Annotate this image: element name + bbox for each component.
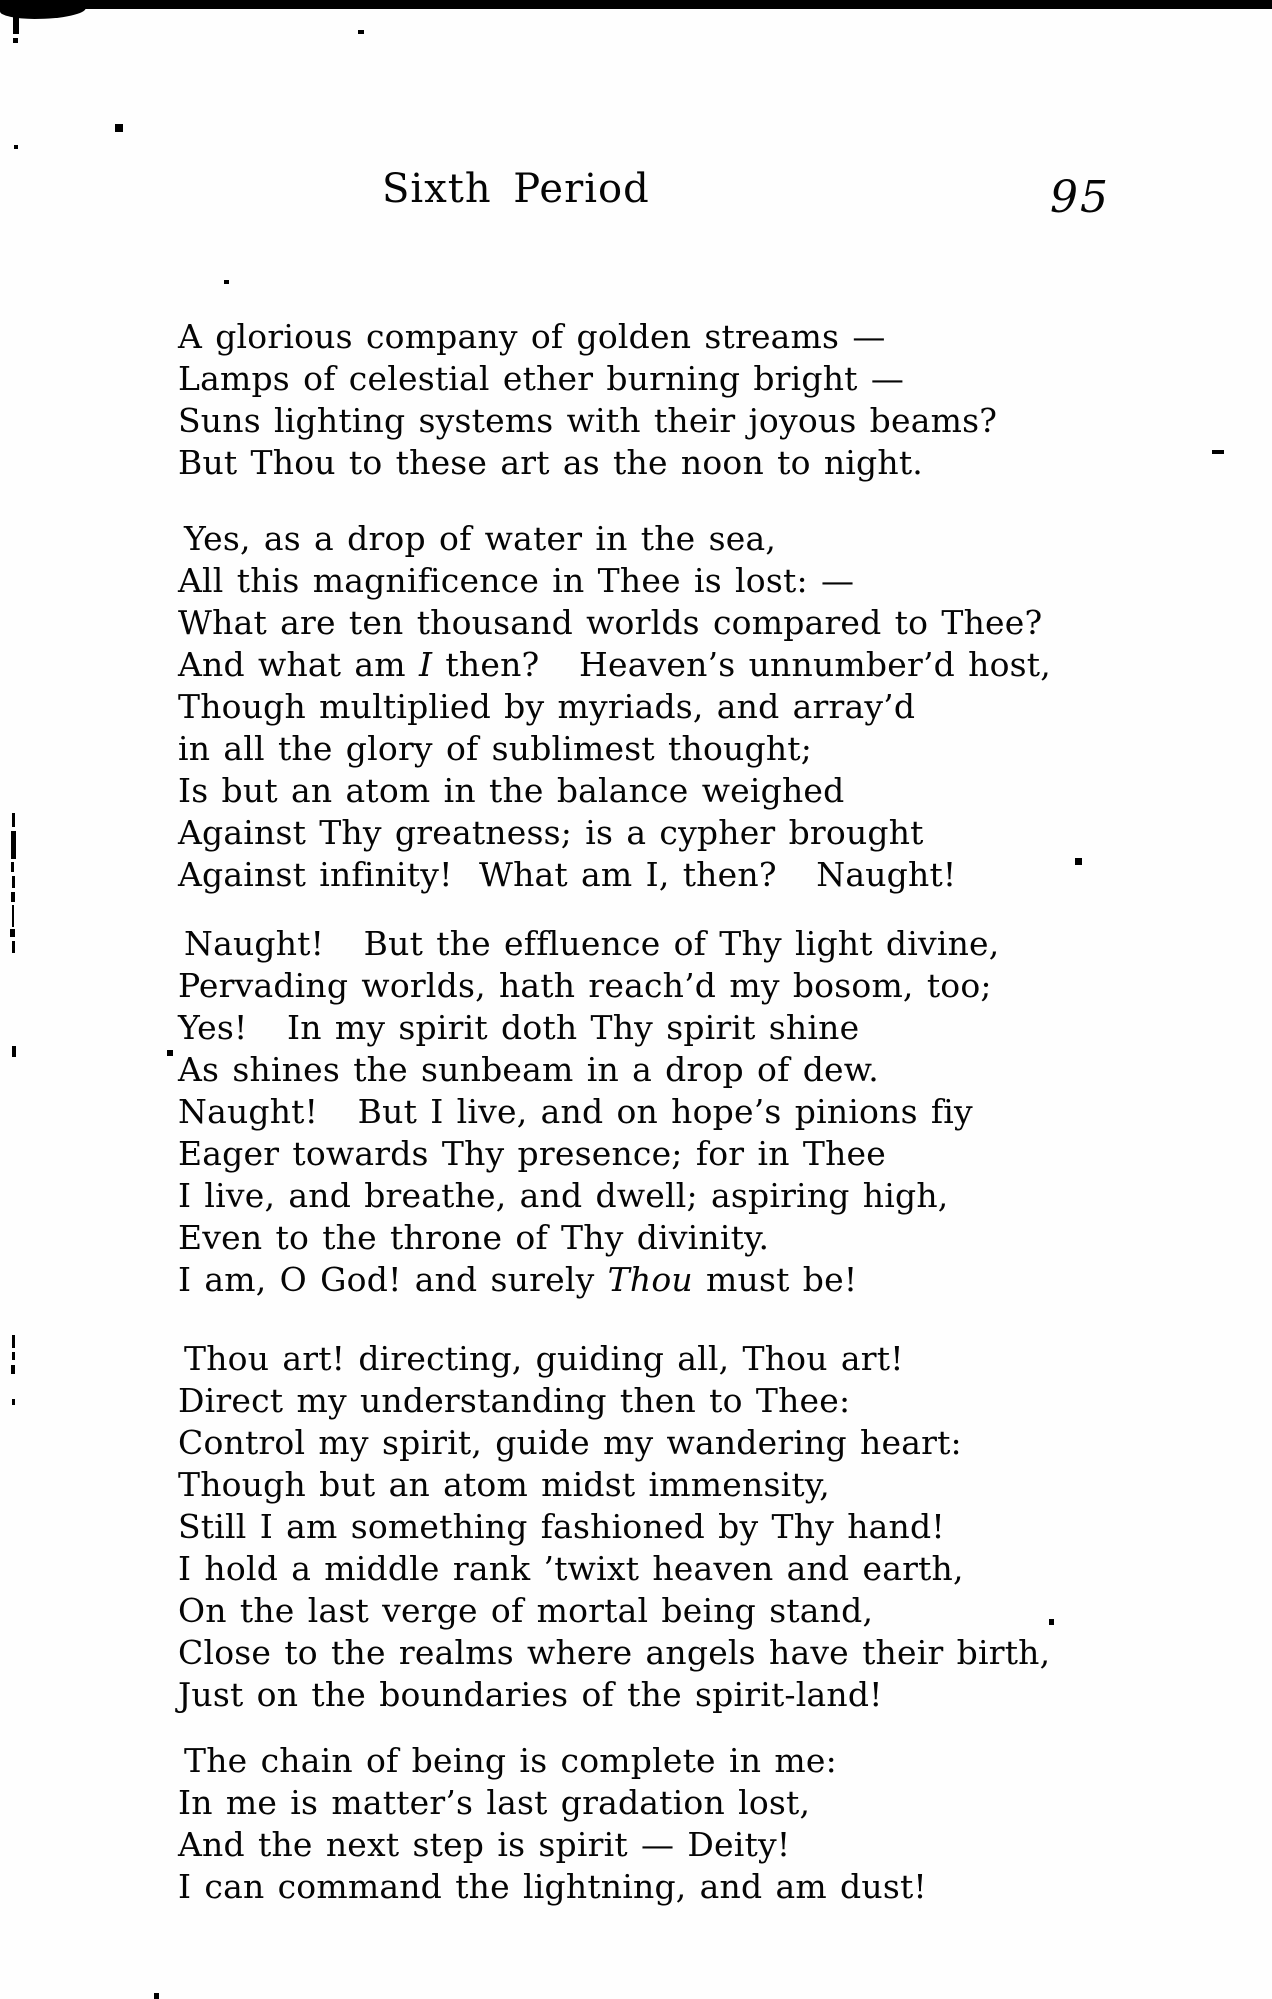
poem-line: A glorious company of golden streams — <box>178 317 886 356</box>
poem-line: Eager towards Thy presence; for in Thee <box>178 1134 886 1173</box>
poem-line: Against infinity! What am I, then? Naught! <box>178 855 957 894</box>
poem-line: As shines the sunbeam in a drop of dew. <box>178 1050 879 1089</box>
poem-line: And what am I then? Heaven’s unnumber’d host, <box>178 645 1051 684</box>
poem-line: And the next step is spirit — Deity! <box>178 1825 791 1864</box>
poem-line: But Thou to these art as the noon to night. <box>178 443 923 482</box>
scan-artifact-text-left-dot <box>167 1050 173 1056</box>
poem-line: I am, O God! and surely Thou must be! <box>178 1260 858 1299</box>
poem-line: In me is matter’s last gradation lost, <box>178 1783 811 1822</box>
poem-line: Thou art! directing, guiding all, Thou art! <box>184 1339 904 1378</box>
scan-artifact-speck-a <box>115 124 123 132</box>
stanza <box>178 1338 1051 1716</box>
scan-artifact-margin-dash-7 <box>10 929 15 937</box>
poem-line: Just on the boundaries of the spirit-land! <box>178 1675 883 1714</box>
stanza <box>178 1740 1051 1908</box>
scan-artifact-right-tick <box>1049 1619 1054 1625</box>
poem-line: in all the glory of sublimest thought; <box>178 729 813 768</box>
poem-line: Yes, as a drop of water in the sea, <box>184 519 777 558</box>
poem-line: I live, and breathe, and dwell; aspiring high, <box>178 1176 949 1215</box>
poem <box>178 316 1051 1908</box>
poem-line: Though but an atom midst immensity, <box>178 1465 830 1504</box>
poem-line: Even to the throne of Thy divinity. <box>178 1218 770 1257</box>
poem-line: Control my spirit, guide my wandering heart: <box>178 1423 962 1462</box>
poem-line: Naught! But the effluence of Thy light divine, <box>184 924 1000 963</box>
scan-artifact-right-dot <box>1075 858 1082 865</box>
page-title: Sixth Period <box>382 166 650 212</box>
scan-artifact-margin2-dash-3 <box>11 1365 15 1374</box>
scan-artifact-ink-drip <box>13 17 19 34</box>
scan-artifact-dot-under-title <box>224 280 229 284</box>
poem-line: Naught! But I live, and on hope’s pinions fiy <box>178 1092 973 1131</box>
scan-artifact-top-speck <box>358 30 364 34</box>
poem-line: Still I am something fashioned by Thy hand! <box>178 1507 945 1546</box>
scan-artifact-margin-dash-5 <box>11 892 15 902</box>
scan-artifact-margin-dash-4 <box>12 876 15 888</box>
scan-artifact-margin-dash-2 <box>11 831 16 859</box>
scan-artifact-top-band <box>0 0 1272 9</box>
page-number: 95 <box>1050 172 1110 223</box>
stanza <box>178 316 1051 484</box>
stanza <box>178 923 1051 1301</box>
scan-artifact-margin-dash-1 <box>12 813 15 827</box>
poem-line: Though multiplied by myriads, and array’d <box>178 687 916 726</box>
poem-line: I hold a middle rank ’twixt heaven and earth, <box>178 1549 964 1588</box>
scan-artifact-right-dash <box>1212 450 1224 454</box>
scan-artifact-margin-dash-3 <box>11 862 14 872</box>
poem-line: Is but an atom in the balance weighed <box>178 771 845 810</box>
poem-line: All this magnificence in Thee is lost: — <box>178 561 855 600</box>
scan-artifact-margin2-dash-2 <box>12 1352 15 1360</box>
poem-line: The chain of being is complete in me: <box>184 1741 837 1780</box>
poem-line: Close to the realms where angels have their birth, <box>178 1633 1051 1672</box>
poem-line: I can command the lightning, and am dust! <box>178 1867 927 1906</box>
stanza <box>178 518 1051 896</box>
poem-line: Direct my understanding then to Thee: <box>178 1381 851 1420</box>
scan-artifact-margin-tick <box>12 1046 16 1057</box>
poem-line: Against Thy greatness; is a cypher brought <box>178 813 924 852</box>
scan-artifact-margin2-dash-1 <box>12 1335 15 1348</box>
poem-line: Pervading worlds, hath reach’d my bosom, too; <box>178 966 992 1005</box>
scan-artifact-margin2-dot <box>12 1399 15 1405</box>
scan-artifact-bottom-speck <box>154 1993 159 1999</box>
poem-line: Suns lighting systems with their joyous beams? <box>178 401 998 440</box>
scan-artifact-margin-dash-8 <box>12 941 15 953</box>
poem-line: On the last verge of mortal being stand, <box>178 1591 874 1630</box>
scan-artifact-margin-dash-6 <box>12 905 14 927</box>
poem-line: Yes! In my spirit doth Thy spirit shine <box>178 1008 860 1047</box>
poem-line: What are ten thousand worlds compared to Thee? <box>178 603 1043 642</box>
poem-line: Lamps of celestial ether burning bright — <box>178 359 905 398</box>
scan-artifact-speck-b <box>14 145 18 149</box>
scan-artifact-drip-dot <box>13 38 18 43</box>
